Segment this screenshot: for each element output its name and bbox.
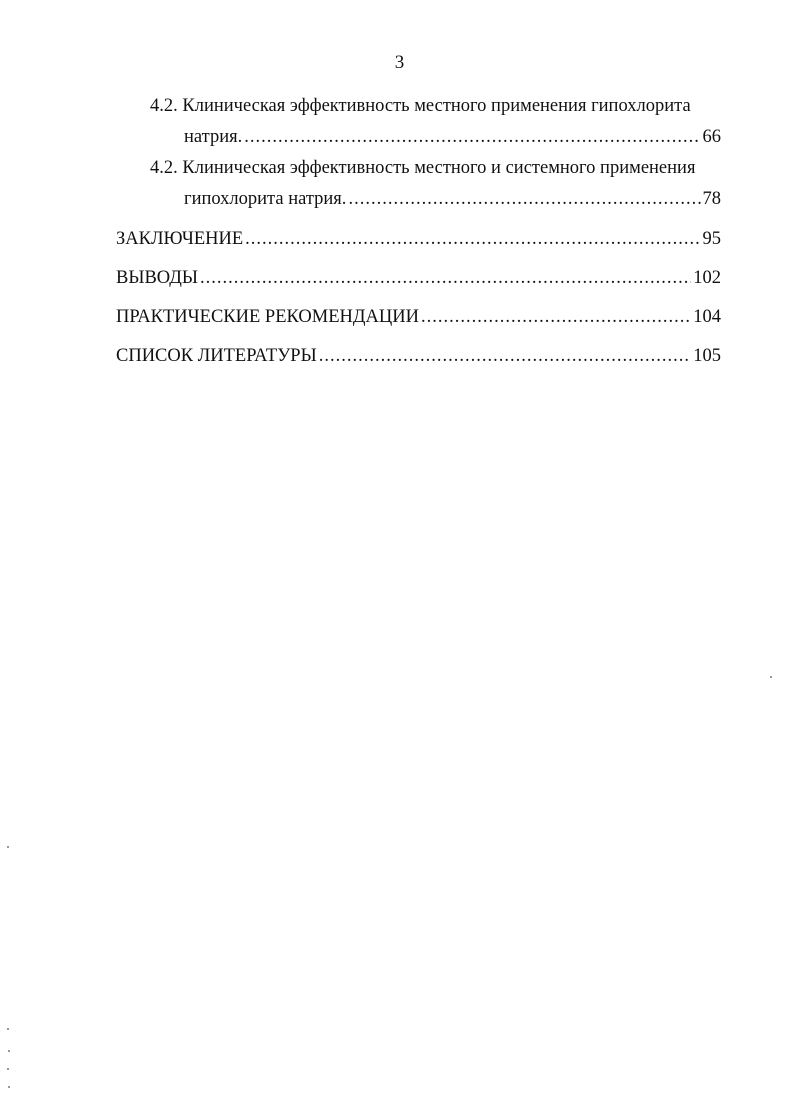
toc-page-number: 66 <box>702 127 721 147</box>
toc-page-number: 102 <box>693 268 721 288</box>
toc-entry-title: гипохлорита натрия. <box>184 189 347 209</box>
page-number: 3 <box>394 52 405 73</box>
toc-entry[interactable] <box>184 189 721 210</box>
scan-speck <box>7 1068 9 1070</box>
toc-page-number: 78 <box>702 189 721 209</box>
toc-leader-dots <box>244 127 700 148</box>
toc-entry-title: СПИСОК ЛИТЕРАТУРЫ <box>116 346 317 366</box>
scan-speck <box>8 1086 10 1088</box>
scan-speck <box>8 1050 10 1052</box>
toc-entry[interactable] <box>184 127 721 148</box>
toc-entry[interactable] <box>116 346 721 367</box>
toc-entry-title: ЗАКЛЮЧЕНИЕ <box>116 229 244 249</box>
toc-entry-title: 4.2. Клиническая эффективность местного применения гипохлорита <box>150 96 691 116</box>
toc-page-number: 105 <box>693 346 721 366</box>
toc-leader-dots <box>319 346 692 367</box>
toc-leader-dots <box>200 268 691 289</box>
toc-entry-title: 4.2. Клиническая эффективность местного и системного применения <box>150 158 696 178</box>
scan-speck <box>770 676 772 678</box>
toc-entry[interactable] <box>116 229 721 250</box>
scan-speck <box>7 846 9 848</box>
toc-entry-title: ПРАКТИЧЕСКИЕ РЕКОМЕНДАЦИИ <box>116 307 419 327</box>
toc-leader-dots <box>348 189 700 210</box>
toc-entry[interactable] <box>116 268 721 289</box>
toc-entry-title: натрия. <box>184 127 243 147</box>
toc-entry-title: ВЫВОДЫ <box>116 268 199 288</box>
toc-leader-dots <box>245 229 700 250</box>
toc-entry[interactable] <box>116 307 721 328</box>
scan-speck <box>7 1028 9 1030</box>
toc-page-number: 95 <box>702 229 721 249</box>
toc-leader-dots <box>421 307 691 328</box>
toc-page-number: 104 <box>693 307 721 327</box>
